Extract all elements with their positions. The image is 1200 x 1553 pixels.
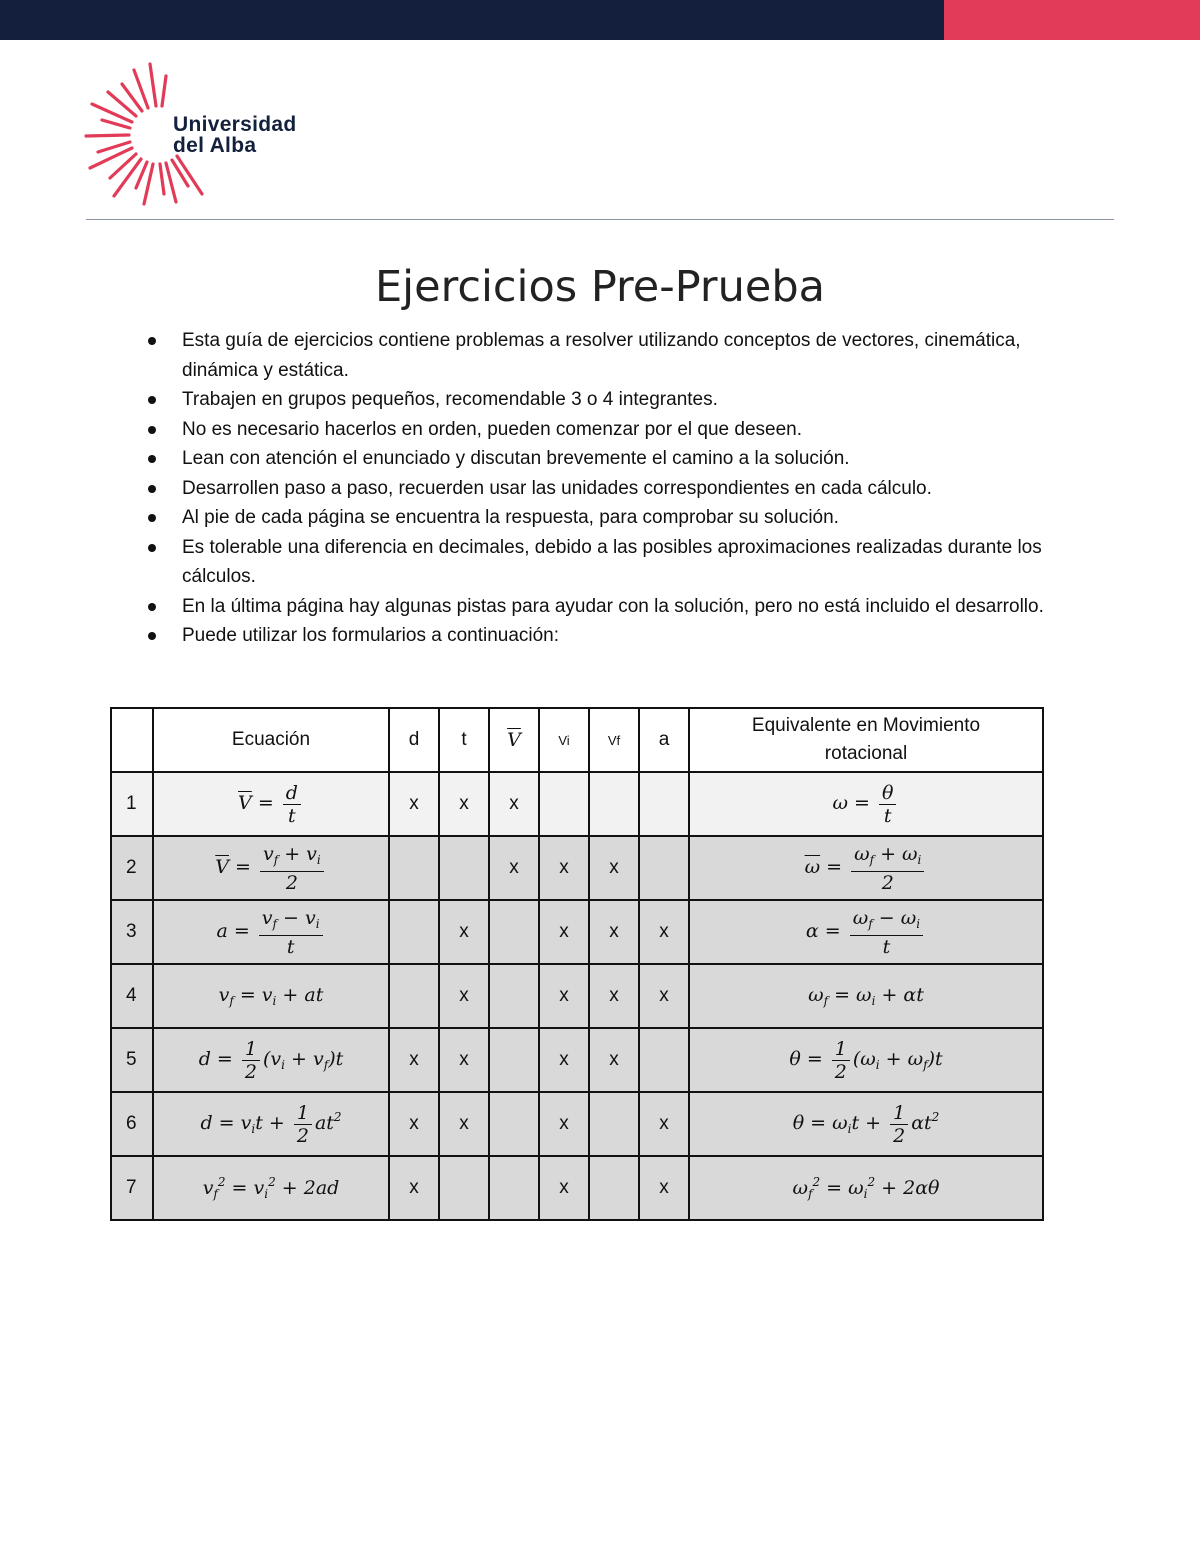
table-row (111, 1092, 1043, 1156)
cell-vbar (489, 1092, 539, 1156)
list-item: Trabajen en grupos pequeños, recomendable 3 o 4 integrantes. (142, 385, 1062, 415)
logo-line1: Universidad (173, 113, 297, 136)
cell-vi: x (539, 900, 589, 964)
header-ecuacion: Ecuación (153, 708, 389, 772)
cell-t: x (439, 1092, 489, 1156)
cell-vi: x (539, 1092, 589, 1156)
rotational-equation: θ = $\frac{1}{2}$ $(\omega_i + \omega_f)t$ (689, 1028, 1043, 1092)
header-bar-navy (0, 0, 944, 40)
cell-d: x (389, 1028, 439, 1092)
equation: $v_f^2 = v_i^2 + 2ad$ (153, 1156, 389, 1220)
equation: $\overline{V}$ = $\frac{d}{t}$ (153, 772, 389, 836)
header-empty (111, 708, 153, 772)
cell-d: x (389, 1156, 439, 1220)
list-item: En la última página hay algunas pistas para ayudar con la solución, pero no está incluido el desarrollo. (142, 592, 1062, 622)
equation: $v_f = v_i$ + at (153, 964, 389, 1028)
rotational-equation: $\omega_f = \omega_i + \alpha t$ (689, 964, 1043, 1028)
logo-wordmark (173, 114, 297, 156)
list-item: Esta guía de ejercicios contiene problemas a resolver utilizando conceptos de vectores, cinemática, dinámica y estática. (142, 326, 1062, 385)
cell-a (639, 836, 689, 900)
equation: $\overline{V}$ = $\frac{v_f + v_i}{2}$ (153, 836, 389, 900)
list-item: Al pie de cada página se encuentra la respuesta, para comprobar su solución. (142, 503, 1062, 533)
header-vbar (489, 708, 539, 772)
vi-label: Vi (558, 733, 570, 748)
instructions-list (142, 326, 1062, 651)
cell-a (639, 1028, 689, 1092)
cell-vi: x (539, 836, 589, 900)
cell-vf (589, 1156, 639, 1220)
cell-t: x (439, 1028, 489, 1092)
cell-a: x (639, 1156, 689, 1220)
cell-d (389, 964, 439, 1028)
cell-vi: x (539, 964, 589, 1028)
equation: a = $\frac{v_f - v_i}{t}$ (153, 900, 389, 964)
cell-vi (539, 772, 589, 836)
header-bar-red (944, 0, 1200, 40)
rotational-equation: $\theta = \omega_it$ + $\frac{1}{2}$ $\alpha t^2$ (689, 1092, 1043, 1156)
cell-t (439, 836, 489, 900)
cell-vf: x (589, 1028, 639, 1092)
table-row (111, 836, 1043, 900)
list-item: Lean con atención el enunciado y discutan brevemente el camino a la solución. (142, 444, 1062, 474)
cell-vbar: x (489, 772, 539, 836)
cell-vi: x (539, 1028, 589, 1092)
row-number: 2 (111, 836, 153, 900)
table-row (111, 1156, 1043, 1220)
cell-vbar (489, 900, 539, 964)
table-row (111, 964, 1043, 1028)
header-rotational: Equivalente en Movimiento rotacional (689, 708, 1043, 772)
cell-a: x (639, 1092, 689, 1156)
row-number: 4 (111, 964, 153, 1028)
vf-label: Vf (607, 733, 621, 748)
header-a: a (639, 708, 689, 772)
cell-vf: x (589, 964, 639, 1028)
rotational-equation: α = $\frac{\omega_f - \omega_i}{t}$ (689, 900, 1043, 964)
equation: d = $\frac{1}{2}$ $(v_i + v_f)t$ (153, 1028, 389, 1092)
cell-t: x (439, 772, 489, 836)
row-number: 6 (111, 1092, 153, 1156)
list-item: Desarrollen paso a paso, recuerden usar las unidades correspondientes en cada cálculo. (142, 474, 1062, 504)
equation: $d = v_it$ + $\frac{1}{2}$ $at^2$ (153, 1092, 389, 1156)
table-row (111, 772, 1043, 836)
cell-vf: x (589, 836, 639, 900)
cell-vf (589, 772, 639, 836)
vbar-symbol: $\overline{V}$ (507, 728, 521, 751)
header-vf (589, 708, 639, 772)
table-header-row (111, 708, 1043, 772)
logo-line2: del Alba (173, 134, 257, 157)
cell-vbar (489, 964, 539, 1028)
rotational-equation: $\omega_f^2 = \omega_i^2 + 2\alpha\theta$ (689, 1156, 1043, 1220)
rotational-equation: ω = $\frac{\theta}{t}$ (689, 772, 1043, 836)
list-item: Es tolerable una diferencia en decimales, debido a las posibles aproximaciones realizadas durante los cálculos. (142, 533, 1062, 592)
rotational-equation: $\overline{\omega}$ = $\frac{\omega_f + \omega_i}{2}$ (689, 836, 1043, 900)
cell-t (439, 1156, 489, 1220)
cell-d (389, 900, 439, 964)
table-row (111, 900, 1043, 964)
list-item: Puede utilizar los formularios a continuación: (142, 621, 1062, 651)
cell-d: x (389, 1092, 439, 1156)
row-number: 7 (111, 1156, 153, 1220)
list-item: No es necesario hacerlos en orden, pueden comenzar por el que deseen. (142, 415, 1062, 445)
row-number: 3 (111, 900, 153, 964)
cell-d (389, 836, 439, 900)
row-number: 5 (111, 1028, 153, 1092)
page-title: Ejercicios Pre-Prueba (375, 262, 825, 312)
cell-a: x (639, 900, 689, 964)
cell-a (639, 772, 689, 836)
cell-vf: x (589, 900, 639, 964)
table-row (111, 1028, 1043, 1092)
cell-a: x (639, 964, 689, 1028)
header-vi (539, 708, 589, 772)
cell-t: x (439, 900, 489, 964)
cell-vbar (489, 1028, 539, 1092)
cell-vbar: x (489, 836, 539, 900)
cell-vbar (489, 1156, 539, 1220)
cell-vf (589, 1092, 639, 1156)
cell-t: x (439, 964, 489, 1028)
formula-table (110, 707, 1044, 1221)
cell-vi: x (539, 1156, 589, 1220)
header-t: t (439, 708, 489, 772)
header-d: d (389, 708, 439, 772)
cell-d: x (389, 772, 439, 836)
divider (86, 219, 1114, 220)
row-number: 1 (111, 772, 153, 836)
